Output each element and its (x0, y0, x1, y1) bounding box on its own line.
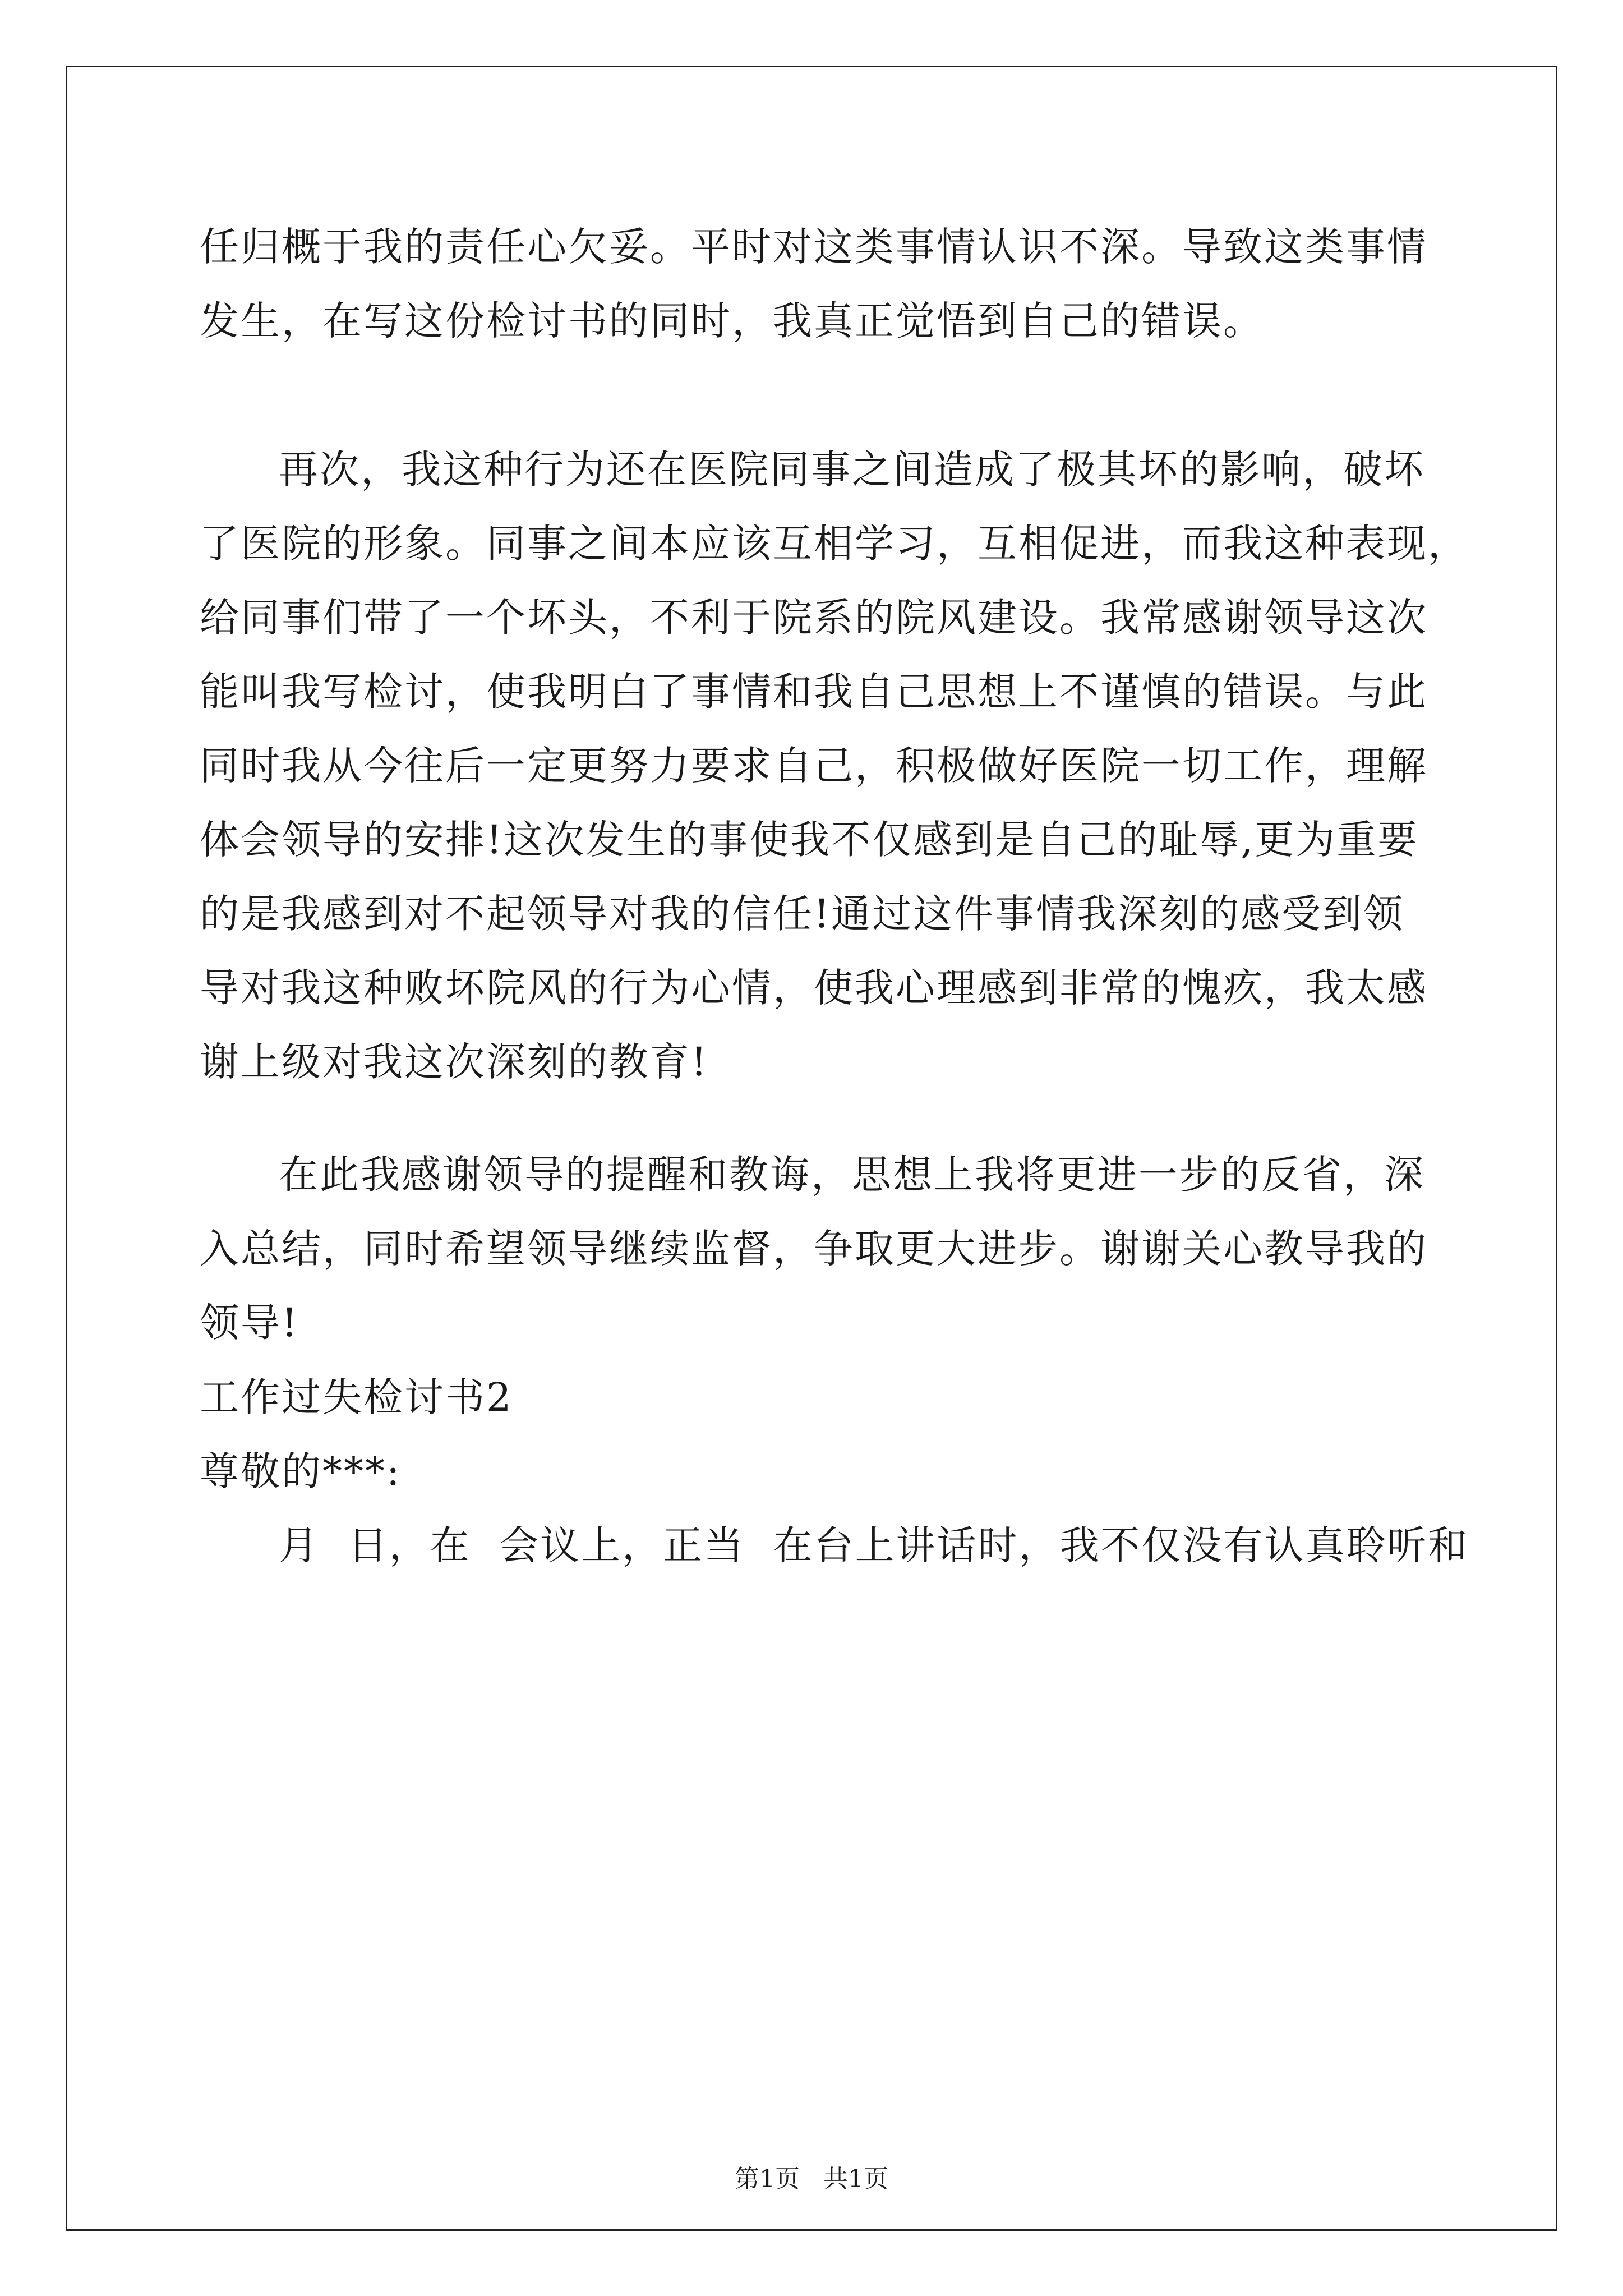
body-line-7: 同时我从今往后一定更努力要求自己，积极做好医院一切工作，理解 (200, 743, 1428, 789)
body-line-1: 任归概于我的责任心欠妥。平时对这类事情认识不深。导致这类事情 (200, 224, 1428, 270)
salutation: 尊敬的***: (200, 1448, 402, 1494)
body-line-8: 体会领导的安排!这次发生的事使我不仅感到是自己的耻辱,更为重要 (200, 817, 1419, 863)
page-border (66, 66, 1557, 2231)
body-line-13: 入总结，同时希望领导继续监督，争取更大进步。谢谢关心教导我的 (200, 1226, 1428, 1272)
body-line-12: 在此我感谢领导的提醒和教诲，思想上我将更进一步的反省，深 (279, 1152, 1425, 1198)
body-line-6: 能叫我写检讨，使我明白了事情和我自己思想上不谨慎的错误。与此 (200, 669, 1428, 715)
body-line-10: 导对我这种败坏院风的行为心情，使我心理感到非常的愧疚，我太感 (200, 965, 1428, 1011)
body-line-9: 的是我感到对不起领导对我的信任!通过这件事情我深刻的感受到领 (200, 891, 1405, 937)
body-line-11: 谢上级对我这次深刻的教育! (200, 1039, 709, 1085)
body-line-2: 发生，在写这份检讨书的同时，我真正觉悟到自己的错误。 (200, 298, 1264, 344)
page-number-footer: 第1页 共1页 (735, 2165, 888, 2193)
body-line-17: 月 日，在 会议上，正当 在台上讲话时，我不仅没有认真聆听和 (279, 1522, 1469, 1568)
body-line-4: 了医院的形象。同事之间本应该互相学习，互相促进，而我这种表现， (200, 521, 1469, 567)
body-line-14: 领导! (200, 1300, 299, 1346)
body-line-5: 给同事们带了一个坏头，不利于院系的院风建设。我常感谢领导这次 (200, 595, 1428, 641)
section-heading: 工作过失检讨书2 (200, 1374, 513, 1420)
body-line-3: 再次，我这种行为还在医院同事之间造成了极其坏的影响，破坏 (279, 447, 1425, 493)
